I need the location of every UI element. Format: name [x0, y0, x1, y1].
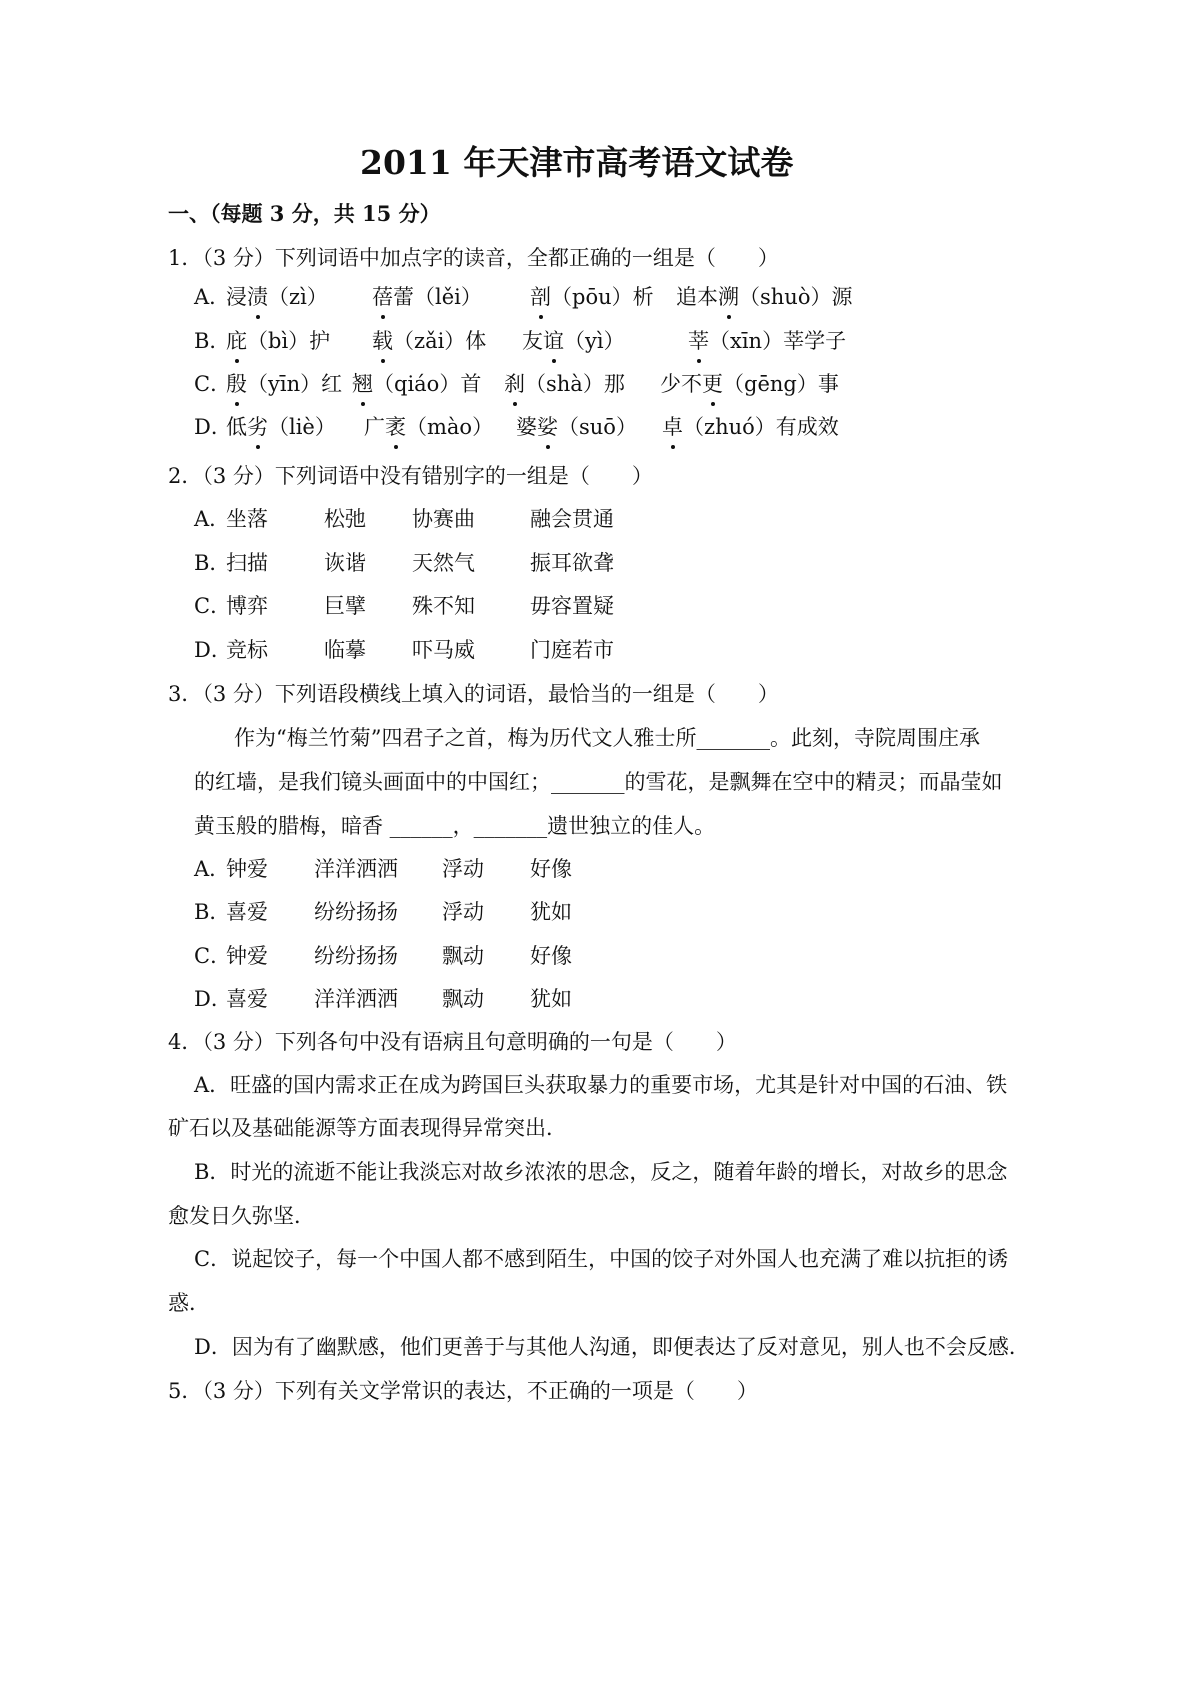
item-suffix: （yì）	[564, 329, 625, 353]
option-word: 飘动	[442, 944, 484, 968]
pinyin-item	[364, 413, 493, 441]
option-word: 洋洋洒洒	[314, 857, 398, 881]
dotted-character: 更	[702, 372, 723, 396]
option-word: 门庭若市	[530, 638, 614, 662]
question-4-stem: 4．（3 分）下列各句中没有语病且句意明确的一句是（ ）	[168, 1030, 737, 1054]
option-word: 浮动	[442, 900, 484, 924]
dotted-character: 殷	[226, 372, 247, 396]
dotted-character: 娑	[537, 415, 558, 439]
option-word: 纷纷扬扬	[314, 900, 398, 924]
item-prefix: 浸	[226, 285, 247, 309]
pinyin-item	[688, 327, 846, 355]
item-suffix: （zì）	[268, 285, 328, 309]
option-word: 融会贯通	[530, 507, 614, 531]
question-5-stem: 5．（3 分）下列有关文学常识的表达，不正确的一项是（ ）	[168, 1379, 758, 1403]
dotted-character: 载	[372, 329, 393, 353]
pinyin-item	[662, 413, 839, 441]
dotted-character: 剖	[530, 285, 551, 309]
option-word: 钟爱	[226, 857, 268, 881]
question-4-option-b-cont: 愈发日久弥坚．	[168, 1204, 315, 1228]
option-word: 喜爱	[226, 987, 268, 1011]
item-suffix: （xīn）莘学子	[709, 329, 847, 353]
option-label: A．	[194, 857, 231, 881]
item-suffix: （yīn）红	[247, 372, 343, 396]
option-label: B．	[194, 551, 231, 575]
pinyin-item	[522, 327, 625, 355]
option-word: 协赛曲	[412, 507, 475, 531]
option-label: C．	[194, 372, 232, 396]
item-suffix: （zhuó）有成效	[683, 415, 839, 439]
item-suffix: （liè）	[268, 415, 336, 439]
option-word: 吓马威	[412, 638, 475, 662]
option-word: 犹如	[530, 987, 572, 1011]
pinyin-item	[226, 283, 328, 311]
option-word: 犹如	[530, 900, 572, 924]
option-label: D．	[194, 638, 232, 662]
option-label: C．	[194, 944, 232, 968]
item-suffix: （zǎi）体	[393, 329, 487, 353]
pinyin-item	[676, 283, 852, 311]
pinyin-item	[372, 327, 486, 355]
item-suffix: （mào）	[406, 415, 494, 439]
option-word: 好像	[530, 944, 572, 968]
item-suffix: （bì）护	[247, 329, 331, 353]
question-3-passage-line: 的红墙，是我们镜头画面中的中国红；_______的雪花，是飘舞在空中的精灵；而晶莹如	[194, 770, 1003, 794]
question-4-option-c-cont: 惑．	[168, 1291, 210, 1315]
section-heading: 一、（每题 3 分，共 15 分）	[168, 201, 441, 226]
item-suffix: （suō）	[558, 415, 637, 439]
option-word: 天然气	[412, 551, 475, 575]
option-label: C．	[194, 594, 232, 618]
option-word: 诙谐	[324, 551, 366, 575]
item-suffix: （gēng）事	[723, 372, 839, 396]
option-word: 喜爱	[226, 900, 268, 924]
item-suffix: 蕾（lěi）	[393, 285, 482, 309]
item-suffix: （pōu）析	[551, 285, 654, 309]
dotted-character: 谊	[543, 329, 564, 353]
question-3-passage-line: 作为“梅兰竹菊”四君子之首，梅为历代文人雅士所_______。此刻，寺院周围庄承	[234, 726, 980, 750]
item-prefix: 友	[522, 329, 543, 353]
item-prefix: 少不	[660, 372, 702, 396]
dotted-character: 庇	[226, 329, 247, 353]
option-word: 扫描	[226, 551, 268, 575]
dotted-character: 莘	[688, 329, 709, 353]
page-title: 2011 年天津市高考语文试卷	[360, 143, 794, 182]
option-word: 坐落	[226, 507, 268, 531]
pinyin-item	[660, 370, 839, 398]
item-suffix: （shà）那	[525, 372, 625, 396]
dotted-character: 刹	[504, 372, 525, 396]
dotted-character: 袤	[385, 415, 406, 439]
dotted-character: 卓	[662, 415, 683, 439]
pinyin-item	[226, 327, 330, 355]
dotted-character: 蓓	[372, 285, 393, 309]
option-word: 飘动	[442, 987, 484, 1011]
pinyin-item	[516, 413, 637, 441]
question-4-option-b: B．时光的流逝不能让我淡忘对故乡浓浓的思念，反之，随着年龄的增长，对故乡的思念	[194, 1160, 1008, 1184]
option-word: 洋洋洒洒	[314, 987, 398, 1011]
option-label: D．	[194, 415, 232, 439]
item-suffix: （qiáo）首	[373, 372, 482, 396]
question-4-option-d: D．因为有了幽默感，他们更善于与其他人沟通，即便表达了反对意见，别人也不会反感．	[194, 1335, 1030, 1359]
question-4-option-a-cont: 矿石以及基础能源等方面表现得异常突出．	[168, 1116, 567, 1140]
dotted-character: 翘	[352, 372, 373, 396]
pinyin-item	[226, 413, 336, 441]
option-word: 毋容置疑	[530, 594, 614, 618]
question-4-option-a: A．旺盛的国内需求正在成为跨国巨头获取暴力的重要市场，尤其是针对中国的石油、铁	[194, 1073, 1008, 1097]
option-label: D．	[194, 987, 232, 1011]
option-word: 巨擘	[324, 594, 366, 618]
question-2-stem: 2．（3 分）下列词语中没有错别字的一组是（ ）	[168, 464, 653, 488]
question-3-stem: 3．（3 分）下列语段横线上填入的词语，最恰当的一组是（ ）	[168, 682, 779, 706]
question-4-option-c: C．说起饺子，每一个中国人都不感到陌生，中国的饺子对外国人也充满了难以抗拒的诱	[194, 1247, 1009, 1271]
option-word: 临摹	[324, 638, 366, 662]
pinyin-item	[226, 370, 342, 398]
option-label: A．	[194, 507, 231, 531]
item-prefix: 低	[226, 415, 247, 439]
pinyin-item	[504, 370, 625, 398]
pinyin-item	[352, 370, 481, 398]
item-prefix: 婆	[516, 415, 537, 439]
dotted-character: 渍	[247, 285, 268, 309]
option-label: B．	[194, 329, 231, 353]
question-3-passage-line: 黄玉般的腊梅，暗香 ______，_______遗世独立的佳人。	[194, 814, 716, 838]
option-label: B．	[194, 900, 231, 924]
item-prefix: 广	[364, 415, 385, 439]
pinyin-item	[530, 283, 654, 311]
option-word: 好像	[530, 857, 572, 881]
pinyin-item	[372, 283, 482, 311]
option-label: A．	[194, 285, 231, 309]
dotted-character: 溯	[718, 285, 739, 309]
option-word: 振耳欲聋	[530, 551, 614, 575]
option-word: 松弛	[324, 507, 366, 531]
question-1-stem: 1．（3 分）下列词语中加点字的读音，全都正确的一组是（ ）	[168, 246, 779, 270]
option-word: 浮动	[442, 857, 484, 881]
item-suffix: （shuò）源	[739, 285, 853, 309]
option-word: 纷纷扬扬	[314, 944, 398, 968]
option-word: 博弈	[226, 594, 268, 618]
option-word: 竞标	[226, 638, 268, 662]
option-word: 殊不知	[412, 594, 475, 618]
item-prefix: 追本	[676, 285, 718, 309]
option-word: 钟爱	[226, 944, 268, 968]
dotted-character: 劣	[247, 415, 268, 439]
